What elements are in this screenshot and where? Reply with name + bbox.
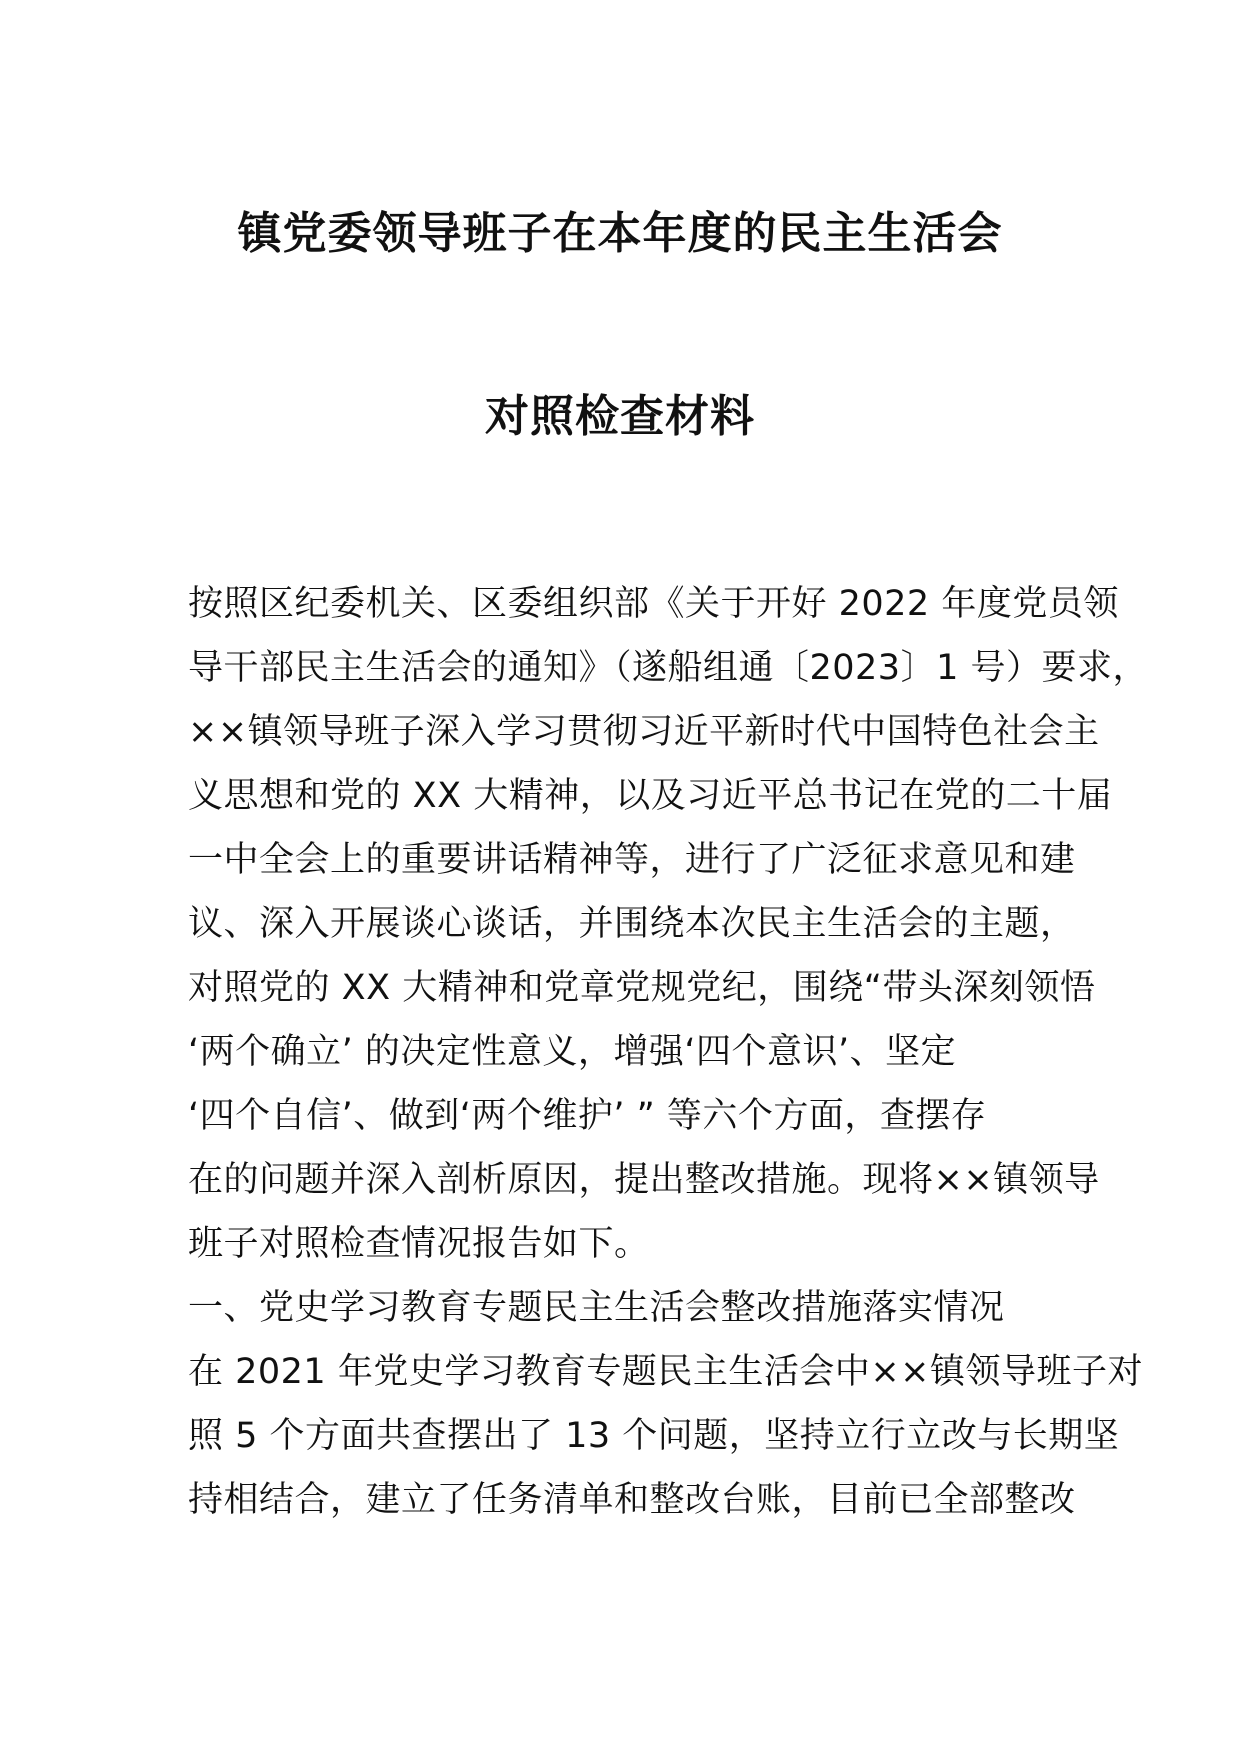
body-text-line: 对照党的 XX 大精神和党章党规党纪，围绕“带头深刻领悟 xyxy=(188,968,1096,1008)
body-text-line: ××镇领导班子深入学习贯彻习近平新时代中国特色社会主 xyxy=(188,712,1100,752)
body-text-line: 导干部民主生活会的通知》（遂船组通〔2023〕1 号）要求， xyxy=(188,648,1148,688)
body-text-line: ‘四个自信’、做到‘两个维护’ ” 等六个方面，查摆存 xyxy=(188,1096,987,1136)
body-text-line: 议、深入开展谈心谈话，并围绕本次民主生活会的主题， xyxy=(188,904,1076,944)
body-text-line: 持相结合，建立了任务清单和整改台账，目前已全部整改 xyxy=(188,1480,1076,1520)
body-text-line: 照 5 个方面共查摆出了 13 个问题，坚持立行立改与长期坚 xyxy=(188,1416,1120,1456)
body-text-line: 在的问题并深入剖析原因，提出整改措施。现将××镇领导 xyxy=(188,1160,1100,1200)
section-heading: 一、党史学习教育专题民主生活会整改措施落实情况 xyxy=(188,1288,1005,1328)
body-text-line: 义思想和党的 XX 大精神，以及习近平总书记在党的二十届 xyxy=(188,776,1113,816)
body-text-line: 班子对照检查情况报告如下。 xyxy=(188,1224,650,1264)
body-text-line: 一中全会上的重要讲话精神等，进行了广泛征求意见和建 xyxy=(188,840,1076,880)
body-text-line: 在 2021 年党史学习教育专题民主生活会中××镇领导班子对 xyxy=(188,1352,1143,1392)
document-title-line-2: 对照检查材料 xyxy=(485,391,755,442)
body-text-line: ‘两个确立’ 的决定性意义，增强‘四个意识’、坚定 xyxy=(188,1032,957,1072)
body-text-line: 按照区纪委机关、区委组织部《关于开好 2022 年度党员领 xyxy=(188,584,1119,624)
document-title-line-1: 镇党委领导班子在本年度的民主生活会 xyxy=(237,208,1003,259)
